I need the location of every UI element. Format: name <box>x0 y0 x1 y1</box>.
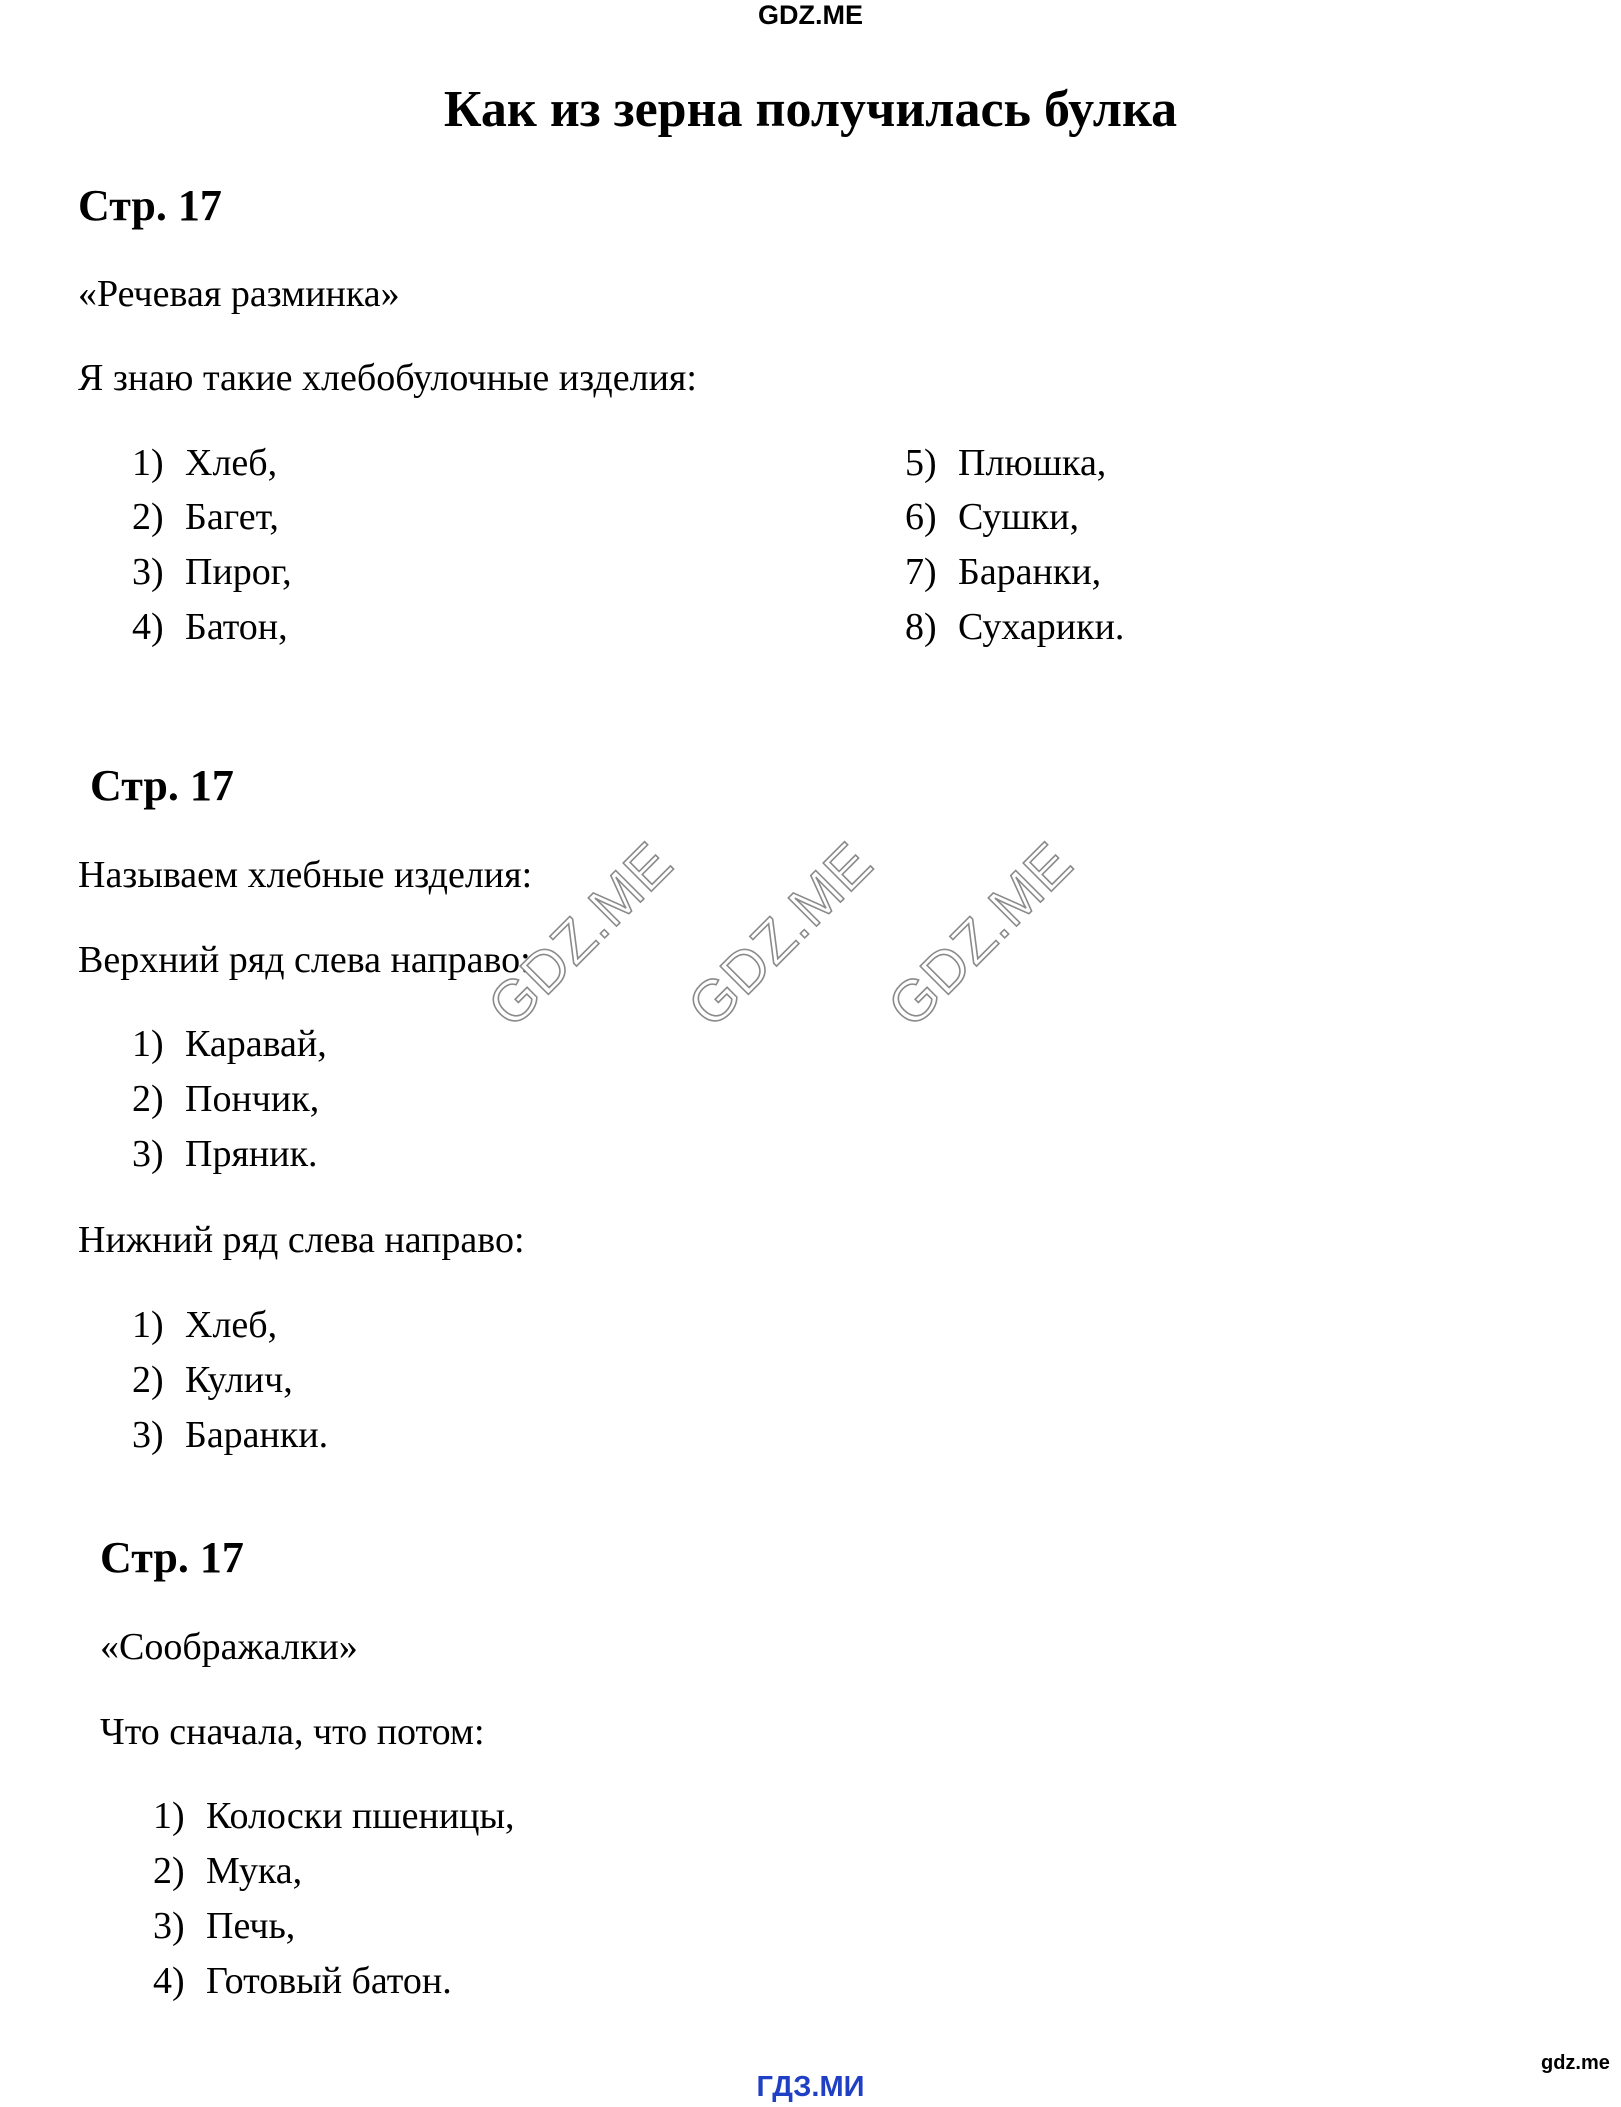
list-item-number: 4) <box>153 1960 185 2002</box>
list-item <box>153 1958 452 2004</box>
list-item <box>905 440 1106 486</box>
list-item-text: Сухарики. <box>958 606 1125 648</box>
section1-heading: Стр. 17 <box>78 181 222 230</box>
section2-heading: Стр. 17 <box>90 761 234 810</box>
list-item-number: 3) <box>153 1905 185 1947</box>
list-item <box>153 1903 295 1949</box>
list-item <box>905 549 1101 595</box>
list-item-number: 2) <box>132 496 164 538</box>
bottom-row-label: Нижний ряд слева направо: <box>78 1219 525 1261</box>
list-item-text: Батон, <box>185 606 288 648</box>
list-item-text: Багет, <box>185 496 279 538</box>
list-item-number: 4) <box>132 606 164 648</box>
list-item <box>153 1793 515 1839</box>
list-item <box>905 604 1124 650</box>
list-item <box>132 440 277 486</box>
list-item-text: Хлеб, <box>185 442 278 484</box>
list-item <box>132 1021 327 1067</box>
list-item-number: 6) <box>905 496 937 538</box>
section2-intro: Называем хлебные изделия: <box>78 854 533 896</box>
page-title: Как из зерна получилась булка <box>443 81 1178 138</box>
list-item-text: Пончик, <box>185 1078 320 1120</box>
list-item <box>905 494 1079 540</box>
list-item-text: Баранки, <box>958 551 1102 593</box>
list-item-text: Сушки, <box>958 496 1079 538</box>
section1-intro: Я знаю такие хлебобулочные изделия: <box>78 357 697 399</box>
list-item-number: 1) <box>153 1795 185 1837</box>
top-row-label: Верхний ряд слева направо: <box>78 939 531 981</box>
list-item-text: Готовый батон. <box>206 1960 452 2002</box>
footer-site-mark: gdz.me <box>1541 2052 1610 2074</box>
section3-intro: Что сначала, что потом: <box>100 1711 485 1753</box>
watermark: GDZ.ME <box>475 829 686 1040</box>
list-item-number: 7) <box>905 551 937 593</box>
list-item-text: Хлеб, <box>185 1304 278 1346</box>
list-item <box>132 494 279 540</box>
list-item-text: Кулич, <box>185 1359 293 1401</box>
list-item <box>132 1076 319 1122</box>
watermark: GDZ.ME <box>675 829 886 1040</box>
section1-subtitle: «Речевая разминка» <box>78 273 400 315</box>
list-item-text: Пряник. <box>185 1133 318 1175</box>
list-item-number: 1) <box>132 1023 164 1065</box>
footer-watermark: ГДЗ.МИ <box>756 2071 865 2103</box>
list-item-text: Мука, <box>206 1850 303 1892</box>
list-item-text: Баранки. <box>185 1414 329 1456</box>
list-item-text: Печь, <box>206 1905 296 1947</box>
list-item-number: 8) <box>905 606 937 648</box>
list-item-number: 5) <box>905 442 937 484</box>
list-item-text: Пирог, <box>185 551 292 593</box>
list-item <box>132 1357 293 1403</box>
list-item-text: Каравай, <box>185 1023 327 1065</box>
list-item-number: 3) <box>132 1414 164 1456</box>
watermark: GDZ.ME <box>875 829 1086 1040</box>
list-item <box>153 1848 302 1894</box>
list-item-number: 2) <box>153 1850 185 1892</box>
list-item <box>132 604 288 650</box>
list-item-text: Плюшка, <box>958 442 1107 484</box>
list-item-number: 2) <box>132 1359 164 1401</box>
section3-subtitle: «Соображалки» <box>100 1626 358 1668</box>
list-item <box>132 1131 318 1177</box>
list-item-text: Колоски пшеницы, <box>206 1795 515 1837</box>
list-item <box>132 1412 328 1458</box>
list-item-number: 2) <box>132 1078 164 1120</box>
list-item-number: 1) <box>132 1304 164 1346</box>
list-item-number: 3) <box>132 551 164 593</box>
list-item-number: 1) <box>132 442 164 484</box>
section3-heading: Стр. 17 <box>100 1533 244 1582</box>
list-item <box>132 549 292 595</box>
list-item <box>132 1302 277 1348</box>
header-watermark: GDZ.ME <box>758 0 863 30</box>
list-item-number: 3) <box>132 1133 164 1175</box>
